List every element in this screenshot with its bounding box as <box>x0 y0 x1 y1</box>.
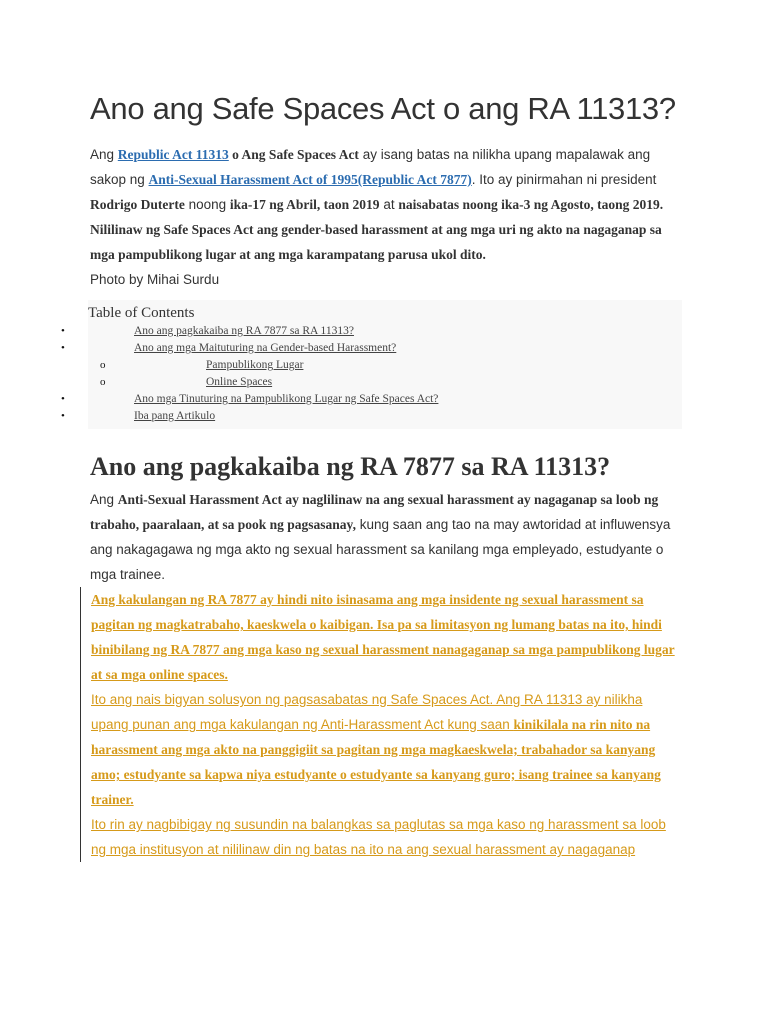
bullet-icon: • <box>61 342 65 354</box>
toc-item[interactable] <box>61 323 682 340</box>
section-text-bold: Anti-Sexual Harassment Act ay naglilinaw na ang sexual harassment ay nagaganap sa loob ng trabaho, paaralaan, at sa pook ng pagsasanay, <box>90 492 659 532</box>
quote-paragraph: Ito rin ay nagbibigay ng susundin na balangkas sa paglutas sa mga kaso ng harassment sa loob ng mga institusyon at nililinaw din ng batas na ito na ang sexual harassment ay nagaganap <box>91 817 666 857</box>
toc-subitem[interactable] <box>88 357 682 374</box>
toc-link[interactable]: Online Spaces <box>206 376 273 388</box>
toc-link[interactable]: Ano ang pagkakaiba ng RA 7877 sa RA 11313? <box>134 325 354 337</box>
article <box>61 90 680 862</box>
toc-item[interactable] <box>61 391 682 408</box>
section-text: kung saan ang tao na may awtoridad at influwensya ang nakagagawa ng mga akto ng sexual harassment sa kanilang mga empleyado, estudyante o mga trainee. <box>90 517 671 582</box>
section-heading: Ano ang pagkakaiba ng RA 7877 sa RA 11313? <box>90 452 611 481</box>
toc-link[interactable]: Pampublikong Lugar <box>206 359 304 371</box>
photo-credit: Photo by Mihai Surdu <box>90 272 220 287</box>
intro-text-bold: o Ang Safe Spaces Act <box>228 147 359 162</box>
intro-paragraph <box>90 142 680 217</box>
section-text: Ang <box>90 492 118 507</box>
toc-subitem[interactable] <box>88 374 682 391</box>
bullet-icon: • <box>61 410 65 422</box>
intro-summary: Nililinaw ng Safe Spaces Act ang gender-based harassment at ang mga uri ng akto na nagaganap sa mga pampublikong lugar at ang mga karampatang parusa ukol dito. <box>90 222 662 262</box>
toc-link[interactable]: Iba pang Artikulo <box>134 410 216 422</box>
page-title: Ano ang Safe Spaces Act o ang RA 11313? <box>90 91 676 126</box>
intro-text: . Ito ay pinirmahan ni president <box>471 172 657 187</box>
intro-text-bold: ika-17 ng Abril, taon 2019 <box>229 197 380 212</box>
toc-item[interactable] <box>61 408 682 425</box>
intro-text: at <box>379 197 399 212</box>
intro-text: ay isang batas na nilikha upang mapalawak ang sakop ng <box>90 147 651 187</box>
intro-text-bold: Rodrigo Duterte <box>90 197 185 212</box>
bullet-icon: • <box>61 325 65 337</box>
toc-link[interactable]: Ano mga Tinuturing na Pampublikong Lugar ng Safe Spaces Act? <box>134 393 439 405</box>
toc-item[interactable] <box>61 340 682 357</box>
circle-bullet-icon: o <box>100 359 106 371</box>
intro-text: Ang <box>90 147 118 162</box>
circle-bullet-icon: o <box>100 376 106 388</box>
link-republic-act-11313[interactable]: Republic Act 11313 <box>117 147 229 162</box>
quote-text: Ito ang nais bigyan solusyon ng pagsasabatas ng Safe Spaces Act. Ang RA 11313 ay nilikha upang punan ang mga kakulangan ng Anti-Harassment Act kung saan <box>91 692 643 732</box>
highlighted-quote <box>80 587 680 862</box>
link-anti-sexual-harassment-act[interactable]: Anti-Sexual Harassment Act of 1995(Republic Act 7877) <box>148 172 472 187</box>
toc-title: Table of Contents <box>88 305 195 321</box>
quote-text-bold: kinikilala na rin nito na harassment ang mga akto na panggigiit sa pagitan ng mga magkaeskwela; trabahador sa kanyang amo; estudyante sa kapwa niya estudyante o estudyante sa kanyang guro; isang trainee sa kanyang trainer. <box>91 717 661 807</box>
quote-paragraph <box>91 687 680 812</box>
intro-text-bold: naisabatas noong ika-3 ng Agosto, taong 2019. <box>398 197 664 212</box>
intro-text: noong <box>184 197 230 212</box>
table-of-contents <box>61 300 682 429</box>
quote-paragraph: Ang kakulangan ng RA 7877 ay hindi nito isinasama ang mga insidente ng sexual harassment sa pagitan ng magkatrabaho, kaeskwela o kaibigan. Isa pa sa limitasyon ng lumang batas na ito, hindi binibilang ng RA 7877 ang mga kaso ng sexual harassment nanagaganap sa mga pampublikong lugar at sa mga online spaces. <box>91 592 675 682</box>
bullet-icon: • <box>61 393 65 405</box>
section-paragraph <box>90 487 680 587</box>
toc-link[interactable]: Ano ang mga Maituturing na Gender-based Harassment? <box>134 342 397 354</box>
